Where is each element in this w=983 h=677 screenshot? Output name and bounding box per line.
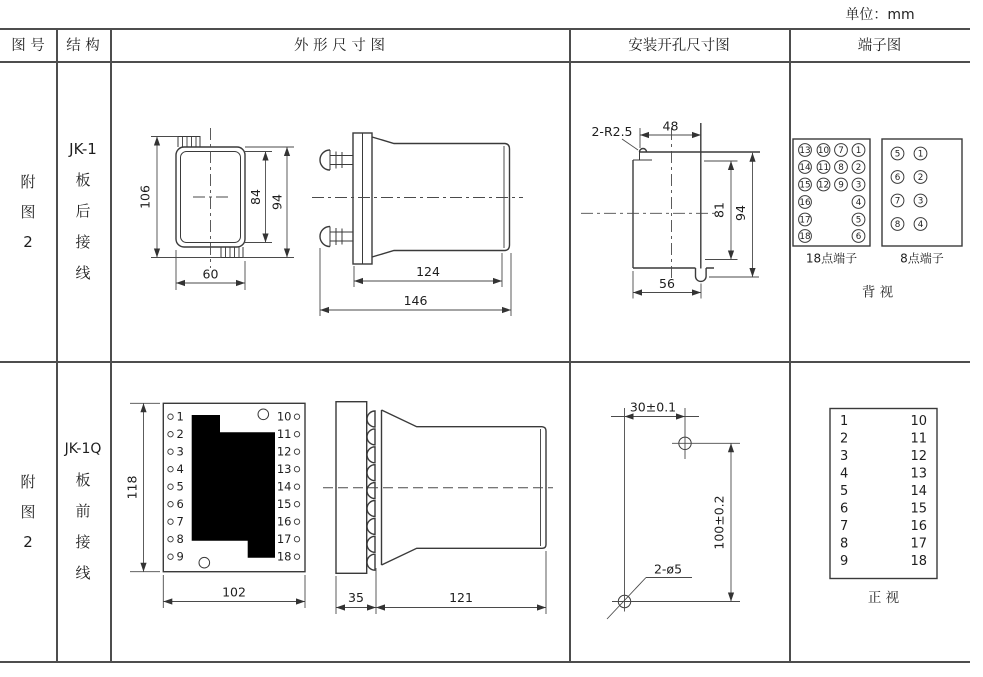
svg-text:16: 16 bbox=[799, 198, 811, 208]
svg-text:6: 6 bbox=[855, 232, 862, 242]
dim-106 bbox=[138, 137, 222, 258]
dim-124 bbox=[354, 253, 502, 287]
svg-text:2: 2 bbox=[840, 431, 849, 447]
svg-text:1: 1 bbox=[855, 146, 862, 156]
svg-text:13: 13 bbox=[799, 146, 811, 156]
svg-text:56: 56 bbox=[659, 276, 675, 291]
side-terminal-screws bbox=[367, 411, 375, 570]
jk1-install-drawing bbox=[570, 62, 790, 362]
svg-text:1: 1 bbox=[840, 414, 849, 429]
svg-text:9: 9 bbox=[840, 554, 849, 569]
svg-text:9: 9 bbox=[176, 549, 184, 564]
jk1-front-view bbox=[138, 128, 295, 290]
svg-text:16: 16 bbox=[276, 514, 292, 529]
svg-text:3: 3 bbox=[917, 196, 924, 207]
hole-diameter-label: 2-ø5 bbox=[653, 561, 683, 577]
top-mounting-tab bbox=[178, 137, 200, 148]
svg-text:18: 18 bbox=[276, 549, 292, 564]
svg-text:4: 4 bbox=[855, 198, 862, 208]
svg-text:12: 12 bbox=[910, 449, 927, 464]
dim-118 bbox=[125, 403, 161, 571]
svg-text:2: 2 bbox=[176, 427, 184, 442]
svg-text:18: 18 bbox=[799, 232, 811, 242]
svg-text:15: 15 bbox=[799, 180, 811, 191]
svg-text:10: 10 bbox=[276, 409, 292, 424]
svg-text:10: 10 bbox=[817, 146, 830, 156]
inner-plate-outline bbox=[192, 415, 275, 558]
svg-text:15: 15 bbox=[910, 501, 927, 517]
svg-text:11: 11 bbox=[910, 431, 927, 447]
label-18-point: 18点端子 bbox=[805, 251, 858, 266]
dim-121 bbox=[376, 551, 546, 614]
svg-text:2: 2 bbox=[855, 163, 862, 173]
svg-text:4: 4 bbox=[840, 466, 849, 482]
back-view-label: 背 视 bbox=[861, 284, 894, 301]
jk1-outline-drawing bbox=[111, 62, 570, 362]
svg-text:15: 15 bbox=[276, 497, 292, 512]
jk1q-front-view bbox=[125, 403, 306, 608]
svg-text:7: 7 bbox=[838, 146, 844, 156]
svg-text:12: 12 bbox=[276, 444, 292, 459]
cutout-outline bbox=[633, 123, 760, 281]
dim-146 bbox=[320, 248, 511, 316]
terminal-18-points bbox=[799, 144, 865, 243]
svg-text:100±0.2: 100±0.2 bbox=[711, 495, 727, 550]
dim-35 bbox=[336, 568, 376, 614]
svg-text:106: 106 bbox=[137, 185, 153, 209]
svg-text:3: 3 bbox=[176, 444, 184, 459]
terminal-numbers-right bbox=[910, 414, 927, 569]
svg-text:10: 10 bbox=[910, 414, 927, 429]
structure-row2: JK-1Q 板 前 接 线 bbox=[64, 441, 102, 582]
svg-text:7: 7 bbox=[894, 196, 901, 207]
corner-radius-label bbox=[591, 124, 638, 150]
header-outline: 外 形 尺 寸 图 bbox=[294, 38, 385, 54]
svg-text:5: 5 bbox=[894, 149, 901, 160]
svg-text:6: 6 bbox=[840, 501, 849, 517]
svg-text:2-R2.5: 2-R2.5 bbox=[591, 124, 633, 139]
jk1-terminal-diagram bbox=[790, 62, 970, 362]
svg-text:13: 13 bbox=[276, 462, 292, 477]
front-terminals-left bbox=[168, 410, 184, 564]
header-terminal: 端子图 bbox=[857, 38, 902, 54]
svg-text:94: 94 bbox=[269, 194, 285, 210]
svg-text:4: 4 bbox=[917, 220, 924, 230]
svg-text:102: 102 bbox=[222, 584, 246, 600]
svg-text:13: 13 bbox=[910, 466, 927, 482]
svg-text:12: 12 bbox=[817, 180, 830, 191]
svg-text:2: 2 bbox=[917, 173, 924, 183]
svg-text:118: 118 bbox=[124, 475, 140, 500]
header-fig-no: 图 号 bbox=[11, 38, 45, 54]
svg-text:5: 5 bbox=[855, 215, 862, 226]
svg-text:9: 9 bbox=[838, 180, 844, 191]
front-view-label: 正 视 bbox=[867, 590, 900, 606]
dim-56 bbox=[633, 271, 701, 299]
svg-text:81: 81 bbox=[711, 202, 727, 218]
svg-text:6: 6 bbox=[894, 173, 901, 183]
bottom-mounting-tab bbox=[221, 247, 243, 258]
terminal-screw-top bbox=[320, 150, 353, 170]
svg-text:7: 7 bbox=[176, 514, 184, 529]
svg-text:8: 8 bbox=[894, 220, 901, 230]
dim-100 bbox=[712, 443, 735, 601]
front-terminals-right bbox=[277, 410, 300, 564]
label-8-point: 8点端子 bbox=[900, 251, 944, 266]
svg-text:4: 4 bbox=[176, 462, 184, 477]
jk1-side-view bbox=[312, 133, 523, 316]
svg-text:18: 18 bbox=[910, 554, 927, 569]
svg-text:121: 121 bbox=[449, 590, 473, 605]
terminal-8-points bbox=[891, 147, 927, 230]
jk1q-side-view bbox=[323, 402, 553, 614]
header-install: 安装开孔尺寸图 bbox=[628, 38, 730, 54]
header-structure: 结 构 bbox=[66, 38, 100, 54]
svg-text:3: 3 bbox=[855, 180, 862, 191]
svg-text:7: 7 bbox=[840, 519, 849, 534]
jk1q-terminal-diagram bbox=[790, 362, 970, 663]
svg-text:35: 35 bbox=[348, 590, 364, 605]
svg-text:14: 14 bbox=[276, 479, 292, 494]
fig-no-row2: 附 图 2 bbox=[20, 472, 36, 551]
svg-text:8: 8 bbox=[838, 163, 844, 173]
mounting-hole-top bbox=[258, 409, 269, 420]
terminal-numbers-left bbox=[840, 414, 848, 569]
svg-text:84: 84 bbox=[248, 189, 263, 205]
svg-text:1: 1 bbox=[176, 409, 184, 424]
svg-text:6: 6 bbox=[176, 497, 184, 512]
svg-text:11: 11 bbox=[276, 427, 292, 442]
svg-text:8: 8 bbox=[176, 532, 184, 547]
svg-text:16: 16 bbox=[910, 519, 927, 534]
svg-text:8: 8 bbox=[840, 536, 849, 552]
structure-row1: JK-1 板 后 接 线 bbox=[69, 140, 97, 282]
terminal-screw-bottom bbox=[320, 227, 353, 247]
svg-text:17: 17 bbox=[276, 532, 292, 547]
svg-text:17: 17 bbox=[910, 536, 927, 552]
jk1q-install-drawing bbox=[570, 362, 790, 663]
svg-text:3: 3 bbox=[840, 449, 849, 464]
svg-text:48: 48 bbox=[662, 118, 679, 134]
svg-text:11: 11 bbox=[817, 163, 830, 173]
unit-label: 单位：mm bbox=[845, 7, 915, 23]
svg-text:14: 14 bbox=[910, 484, 927, 499]
svg-text:30±0.1: 30±0.1 bbox=[629, 399, 677, 415]
jk1q-outline-drawing bbox=[111, 362, 570, 663]
dim-84 bbox=[245, 152, 272, 243]
fig-no-row1: 附 图 2 bbox=[20, 172, 36, 251]
dim-48 bbox=[640, 119, 701, 149]
mounting-hole-bottom bbox=[199, 557, 210, 568]
svg-text:5: 5 bbox=[176, 479, 184, 494]
svg-text:5: 5 bbox=[840, 484, 849, 499]
svg-text:60: 60 bbox=[202, 266, 219, 282]
svg-text:146: 146 bbox=[403, 293, 428, 308]
svg-text:94: 94 bbox=[733, 205, 748, 221]
svg-text:17: 17 bbox=[799, 215, 811, 226]
svg-text:124: 124 bbox=[416, 264, 440, 279]
svg-text:1: 1 bbox=[917, 149, 924, 160]
svg-text:14: 14 bbox=[799, 163, 811, 173]
dim-102 bbox=[163, 575, 305, 608]
